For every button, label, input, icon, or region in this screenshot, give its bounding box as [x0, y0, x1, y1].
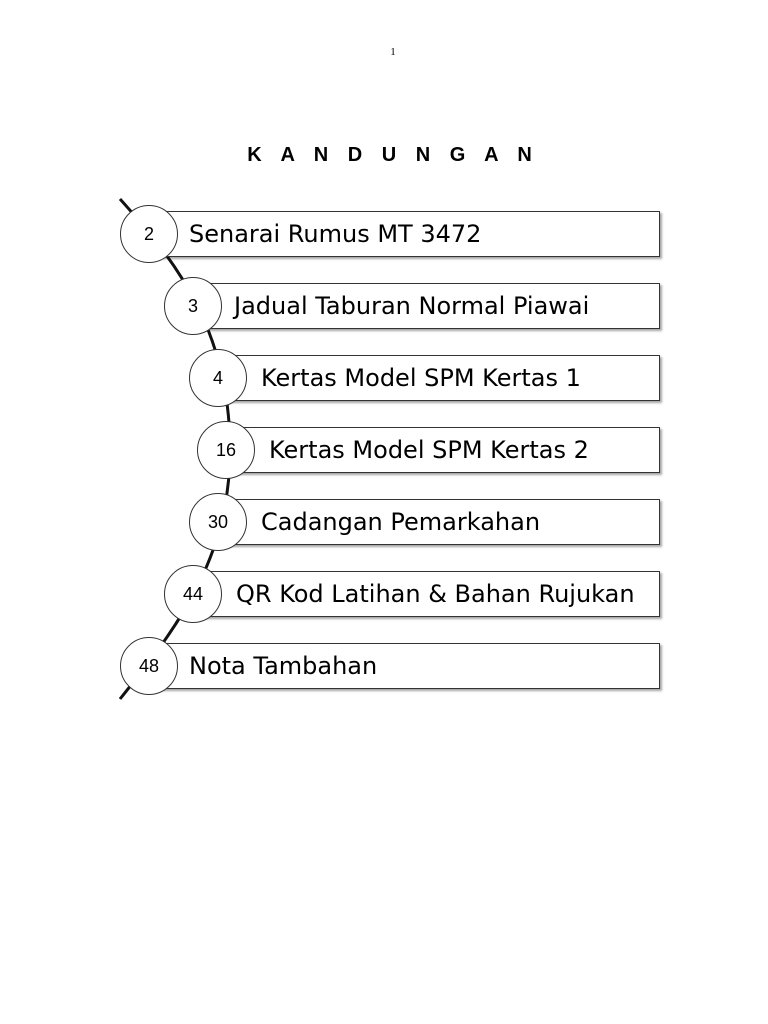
toc-entry-4[interactable] [228, 427, 660, 473]
toc-page-circle-5 [189, 493, 247, 551]
toc-page-number: 2 [143, 223, 154, 244]
toc-entry-5[interactable] [220, 499, 660, 545]
toc-page-circle-4 [197, 421, 255, 479]
toc-entry-label: Cadangan Pemarkahan [261, 508, 541, 536]
toc-entry-label: QR Kod Latihan & Bahan Rujukan [236, 580, 635, 608]
toc-entry-label: Kertas Model SPM Kertas 1 [261, 364, 581, 392]
toc-page-number: 48 [138, 655, 160, 676]
toc-page-circle-2 [164, 277, 222, 335]
toc-page-number: 30 [207, 511, 229, 532]
toc-entry-label: Kertas Model SPM Kertas 2 [269, 436, 589, 464]
toc-page-number: 4 [212, 367, 223, 388]
toc-entry-6[interactable] [195, 571, 660, 617]
toc-page-number: 16 [215, 439, 237, 460]
toc-entry-1[interactable] [150, 211, 660, 257]
toc-page-circle-1 [120, 205, 178, 263]
toc-entry-7[interactable] [150, 643, 660, 689]
toc-page-circle-3 [189, 349, 247, 407]
toc-page-circle-7 [120, 637, 178, 695]
toc-entry-2[interactable] [195, 283, 660, 329]
toc-entry-label: Senarai Rumus MT 3472 [189, 220, 482, 248]
page-title: K A N D U N G A N [247, 144, 539, 166]
toc-page-number: 44 [182, 583, 204, 604]
toc-entry-label: Nota Tambahan [189, 652, 378, 680]
toc-entry-3[interactable] [220, 355, 660, 401]
page-number: 1 [390, 46, 396, 58]
toc-page-circle-6 [164, 565, 222, 623]
toc-entry-label: Jadual Taburan Normal Piawai [234, 292, 590, 320]
toc-page-number: 3 [187, 295, 198, 316]
